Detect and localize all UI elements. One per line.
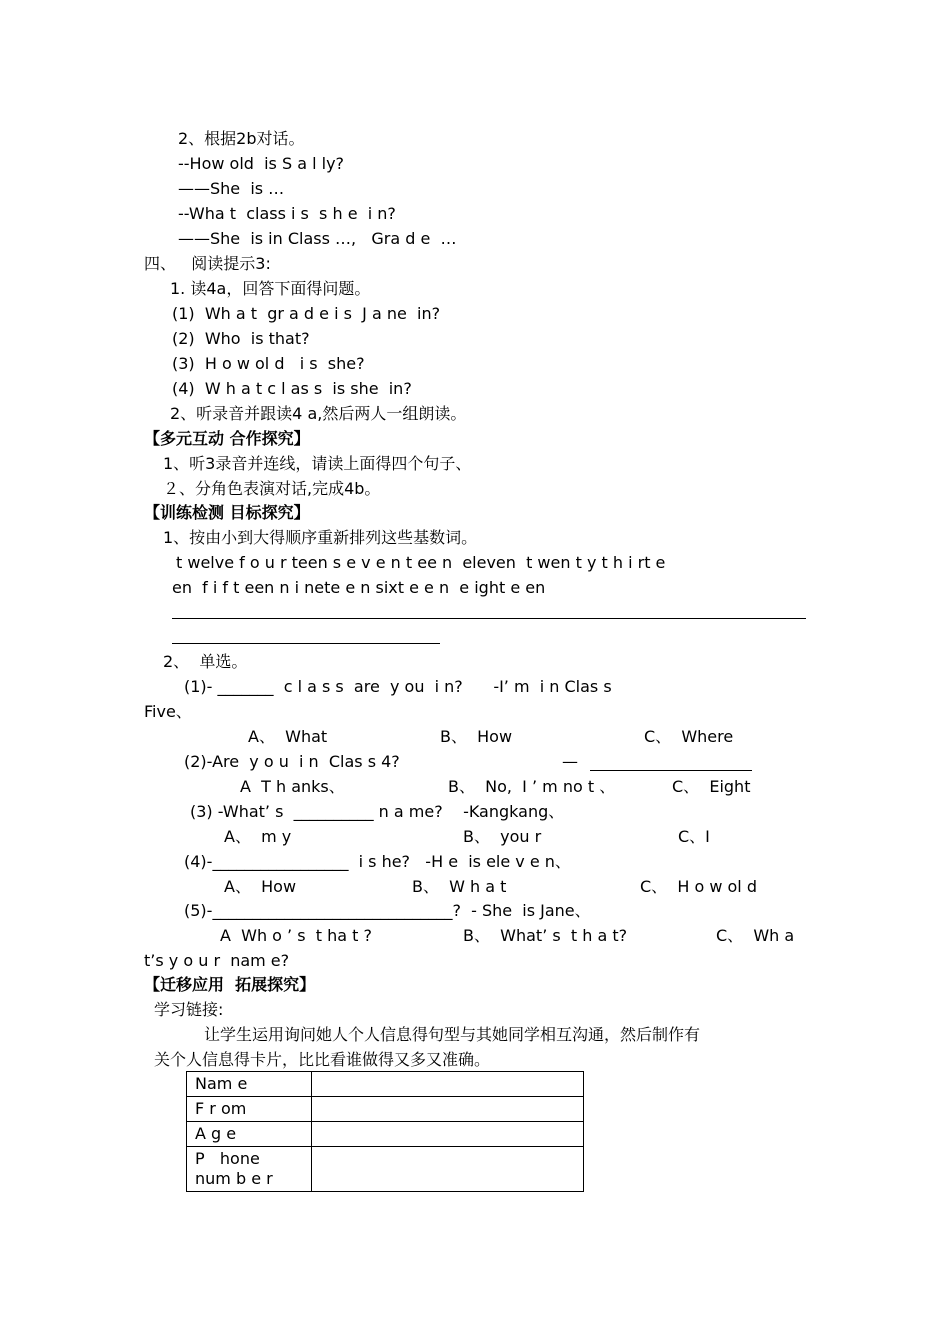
question-line: (5)-______________________________? - She is Jane、 — [184, 901, 591, 920]
answer-option: C、I — [678, 827, 710, 846]
dialogue-line: --How old is S a l ly? — [178, 154, 345, 173]
table-label-cell: P hone num b e r — [187, 1147, 312, 1192]
answer-option: A、 How — [224, 877, 297, 896]
reading-instruction: 2、听录音并跟读4 a,然后两人一组朗读。 — [170, 404, 467, 423]
dialogue-line: --Wha t class i s s h e i n? — [178, 204, 396, 223]
answer-option: t’s y o u r nam e? — [144, 951, 290, 970]
answer-option: B、 No, I ’ m no t 、 — [448, 777, 616, 796]
answer-option: C、 H o w ol d — [640, 877, 757, 896]
question-line: — — [562, 752, 578, 771]
table-value-cell[interactable] — [312, 1097, 584, 1122]
dialogue-line: ——She is in Class …, Gra d e … — [178, 229, 457, 248]
answer-option: B、 How — [440, 727, 513, 746]
table-label-cell: A g e — [187, 1122, 312, 1147]
answer-option: C、 Where — [644, 727, 734, 746]
personal-info-card-table — [186, 1071, 584, 1192]
table-label-cell: Nam e — [187, 1072, 312, 1097]
subheading: 学习链接: — [154, 1000, 224, 1019]
section-heading: 【迁移应用 拓展探究】 — [144, 975, 316, 994]
table-row — [187, 1097, 584, 1122]
exercise-instruction: 2、 单选。 — [163, 652, 248, 671]
question-line: (1) Wh a t gr a d e i s J a ne in? — [172, 304, 441, 323]
table-value-cell[interactable] — [312, 1147, 584, 1192]
answer-option: C、 Eight — [672, 777, 751, 796]
reading-instruction: 1. 读4a，回答下面得问题。 — [170, 279, 371, 298]
exercise-instruction: 1、按由小到大得顺序重新排列这些基数词。 — [163, 528, 478, 547]
answer-option: A T h anks、 — [240, 777, 345, 796]
dialogue-instruction: 2、根据2b对话。 — [178, 129, 305, 148]
question-line: (3) H o w ol d i s she? — [172, 354, 365, 373]
answer-blank-line — [172, 618, 806, 619]
table-row — [187, 1072, 584, 1097]
answer-blank-line — [172, 643, 440, 644]
section-heading: 【多元互动 合作探究】 — [144, 429, 310, 448]
answer-option: B、 W h a t — [412, 877, 507, 896]
question-line: (1)- _______ c l a s s are y ou i n? -I’ m i n Clas s — [184, 677, 612, 696]
question-line: (3) -What’ s __________ n a me? -Kangkang、 — [190, 802, 565, 821]
table-row — [187, 1122, 584, 1147]
number-words-line: t welve f o u r teen s e v e n t ee n eleven t wen t y t h i rt e — [176, 553, 666, 572]
table-value-cell[interactable] — [312, 1122, 584, 1147]
answer-option: B、 you r — [463, 827, 542, 846]
table-value-cell[interactable] — [312, 1072, 584, 1097]
answer-option: C、 Wh a — [716, 926, 795, 945]
activity-line: 1、听3录音并连线，请读上面得四个句子、 — [163, 454, 472, 473]
section-heading: 四、 阅读提示3: — [144, 254, 271, 273]
answer-blank-line — [590, 770, 752, 771]
table-label-cell: F r om — [187, 1097, 312, 1122]
question-line: (4)-_________________ i s he? -H e is ele v e n、 — [184, 852, 571, 871]
table-row — [187, 1147, 584, 1192]
question-line: (2)-Are y o u i n Clas s 4? — [184, 752, 400, 771]
section-heading: 【训练检测 目标探究】 — [144, 503, 310, 522]
paragraph-line: 让学生运用询问她人个人信息得句型与其她同学相互沟通，然后制作有 — [204, 1025, 701, 1044]
number-words-line: en f i f t een n i nete e n sixt e e n e ight e en — [172, 578, 546, 597]
question-line: (2) Who is that? — [172, 329, 310, 348]
question-line: (4) W h a t c l as s is she in? — [172, 379, 412, 398]
answer-option: A Wh o ’ s t ha t ? — [220, 926, 372, 945]
answer-option: A、 What — [248, 727, 328, 746]
activity-line: ２、分角色表演对话,完成4b。 — [163, 479, 381, 498]
answer-option: B、 What’ s t h a t? — [463, 926, 628, 945]
answer-option: A、 m y — [224, 827, 292, 846]
question-line: Five、 — [144, 702, 192, 721]
dialogue-line: ——She is … — [178, 179, 285, 198]
paragraph-line: 关个人信息得卡片，比比看谁做得又多又准确。 — [154, 1050, 491, 1069]
